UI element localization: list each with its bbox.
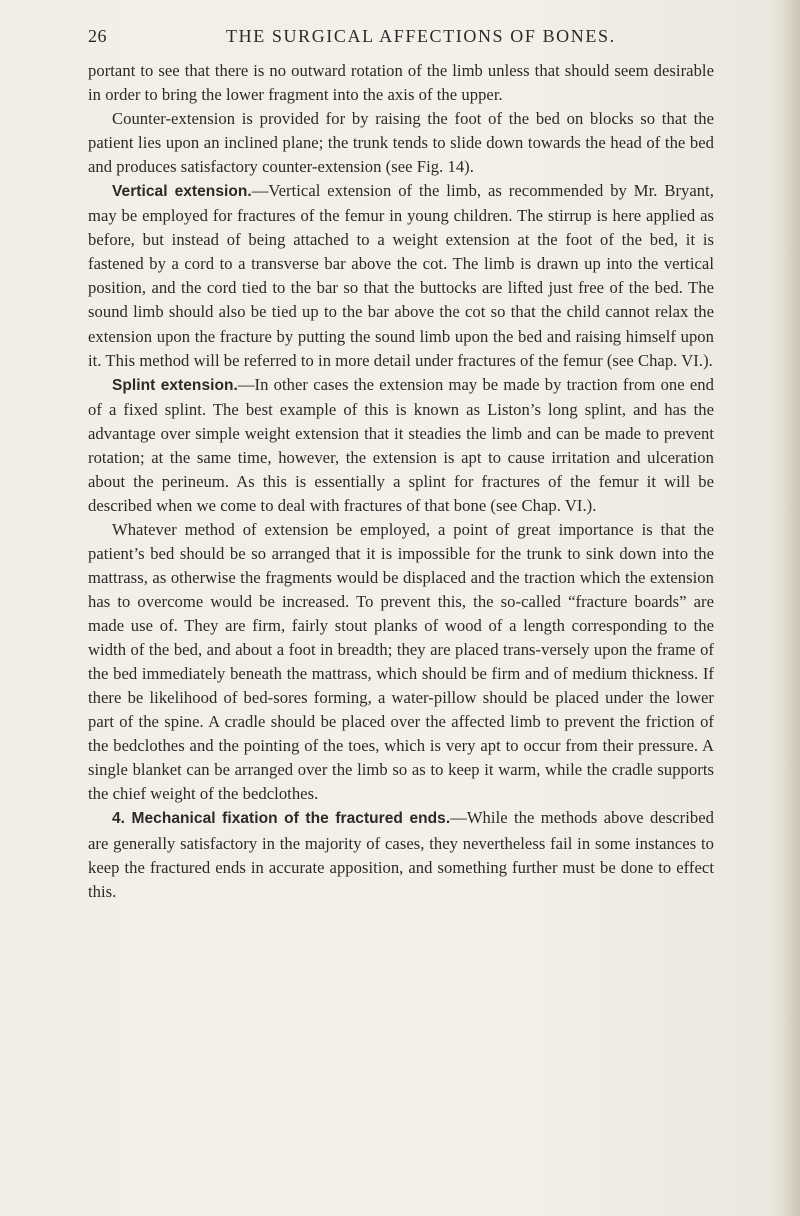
paragraph-fracture-boards: [88, 518, 714, 807]
paragraph-vertical-extension: [88, 179, 714, 372]
page-header: [0, 26, 800, 56]
paragraph-text: —In other cases the extension may be made by traction from one end of a fixed splint. The best example of this is known as Liston’s long splint, and has the advantage over simple weight extension that it steadies the limb and can be made to prevent rotation; at the same time, however, the extension is apt to cause irritation and ulceration about the perineum. As this is essentially a splint for fractures of the femur it will be described when we come to deal with fractures of that bone (see Chap. VI.).: [88, 374, 714, 515]
section-heading-mechanical-fixation: 4. Mechanical fixation of the fractured ends.: [112, 810, 451, 828]
page-number: 26: [88, 26, 107, 46]
section-heading-vertical-extension: Vertical extension.: [112, 183, 252, 201]
paragraph-splint-extension: [88, 373, 714, 518]
paragraph-text: Counter-extension is provided for by raising the foot of the bed on blocks so that the patient lies upon an inclined plane; the trunk tends to slide down towards the head of the bed and produces satisfactory counter-extension (see Fig. 14).: [88, 109, 714, 177]
page-edge-shadow: [782, 0, 800, 1216]
paragraph-text: portant to see that there is no outward rotation of the limb unless that should seem desirable in order to bring the lower fragment into the axis of the upper.: [88, 61, 714, 105]
body-text: [88, 59, 714, 904]
paragraph-mechanical-fixation: [88, 806, 714, 903]
running-title: THE SURGICAL AFFECTIONS OF BONES.: [226, 26, 616, 46]
paragraph-text: Whatever method of extension be employed, a point of great importance is that the patient’s bed should be so arranged that it is impossible for the trunk to sink down into the mattrass, as otherwise the fragments would be displaced and the traction which the extension has to overcome would be increased. To prevent this, the so-called “fracture boards” are made use of. They are firm, fairly stout planks of wood of a length corresponding to the width of the bed, and about a foot in breadth; they are placed trans-versely upon the frame of the bed immediately beneath the mattrass, which should be firm and of medium thickness. If there be likelihood of bed-sores forming, a water-pillow should be placed under the lower part of the spine. A cradle should be placed over the affected limb to prevent the friction of the bedclothes and the pointing of the toes, which is very apt to occur from their pressure. A single blanket can be arranged over the limb so as to keep it warm, while the cradle supports the chief weight of the bedclothes.: [88, 519, 714, 804]
paragraph-counter-extension: [88, 107, 714, 179]
paragraph-continuation: [88, 59, 714, 107]
section-heading-splint-extension: Splint extension.: [112, 376, 238, 394]
paragraph-text: —Vertical extension of the limb, as recommended by Mr. Bryant, may be employed for fractures of the femur in young children. The stirrup is here applied as before, but instead of being attached to a weight extension at the foot of the bed, it is fastened by a cord to a transverse bar above the cot. The limb is drawn up into the vertical position, and the cord tied to the bar so that the buttocks are lifted just free of the bed. The sound limb should also be tied up to the bar above the cot so that the child cannot relax the extension upon the fracture by putting the sound limb upon the bed and raising himself upon it. This method will be referred to in more detail under fractures of the femur (see Chap. VI.).: [88, 181, 714, 370]
paragraph-text: —While the methods above described are generally satisfactory in the majority of cases, they nevertheless fail in some instances to keep the fractured ends in accurate apposition, and something further must be done to effect this.: [88, 808, 714, 901]
